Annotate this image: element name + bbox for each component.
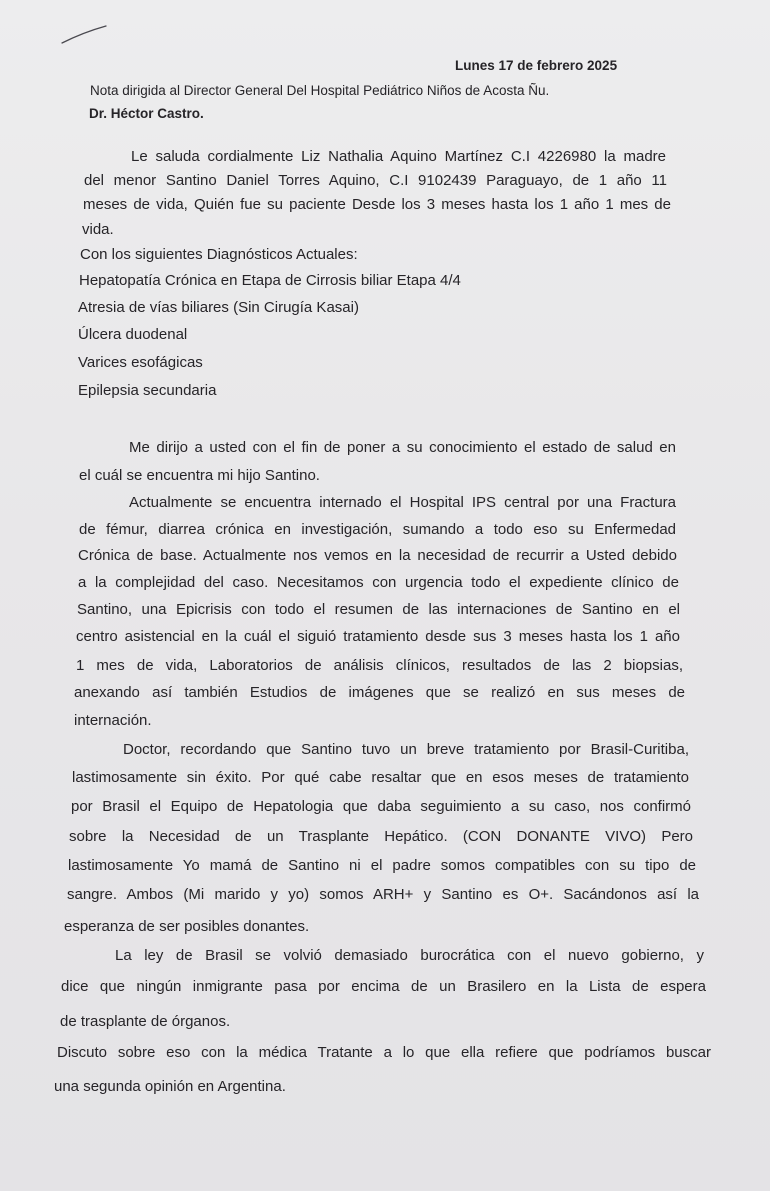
brazil-treatment-line: por Brasil el Equipo de Hepatologia que daba seguimiento a su caso, nos confirmó <box>71 798 691 815</box>
intro-line: del menor Santino Daniel Torres Aquino, C.I 9102439 Paraguayo, de 1 año 11 <box>84 172 667 189</box>
second-opinion-line: Discuto sobre eso con la médica Tratante a lo que ella refiere que podríamos buscar <box>57 1044 711 1061</box>
diagnosis-item: Hepatopatía Crónica en Etapa de Cirrosis biliar Etapa 4/4 <box>79 272 461 289</box>
brazil-treatment-line: sangre. Ambos (Mi marido y yo) somos ARH+ y Santino es O+. Sacándonos así la <box>67 886 699 903</box>
brazil-treatment-line: lastimosamente sin éxito. Por qué cabe resaltar que en esos meses de tratamiento <box>72 769 689 786</box>
intro-line: meses de vida, Quién fue su paciente Desde los 3 meses hasta los 1 año 1 mes de <box>83 196 671 213</box>
brazil-law-line: dice que ningún inmigrante pasa por encima de un Brasilero en la Lista de espera <box>61 978 706 995</box>
purpose-line: el cuál se encuentra mi hijo Santino. <box>79 467 320 484</box>
diagnoses-title: Con los siguientes Diagnósticos Actuales: <box>80 246 358 263</box>
status-line: a la complejidad del caso. Necesitamos con urgencia todo el expediente clínico de <box>78 574 679 591</box>
pen-stroke-mark <box>60 24 110 46</box>
status-line: centro asistencial en la cuál el siguió tratamiento desde sus 3 meses hasta los 1 año <box>76 628 680 645</box>
status-line: internación. <box>74 712 152 729</box>
brazil-treatment-line: lastimosamente Yo mamá de Santino ni el padre somos compatibles con su tipo de <box>68 857 696 874</box>
status-line: Santino, una Epicrisis con todo el resumen de las internaciones de Santino en el <box>77 601 680 618</box>
status-line: de fémur, diarrea crónica en investigación, sumando a todo eso su Enfermedad <box>79 521 676 538</box>
intro-line: vida. <box>82 221 114 238</box>
brazil-treatment-line: esperanza de ser posibles donantes. <box>64 918 310 935</box>
brazil-law-line: de trasplante de órganos. <box>60 1013 231 1030</box>
diagnosis-item: Atresia de vías biliares (Sin Cirugía Kasai) <box>78 299 359 316</box>
diagnosis-item: Varices esofágicas <box>78 354 203 371</box>
diagnosis-item: Úlcera duodenal <box>78 326 188 343</box>
letter-addressee: Dr. Héctor Castro. <box>89 106 204 121</box>
brazil-law-line: La ley de Brasil se volvió demasiado burocrática con el nuevo gobierno, y <box>115 947 704 964</box>
brazil-treatment-line: sobre la Necesidad de un Trasplante Hepático. (CON DONANTE VIVO) Pero <box>69 828 693 845</box>
status-line: Crónica de base. Actualmente nos vemos en la necesidad de recurrir a Usted debido <box>78 547 677 564</box>
status-line: Actualmente se encuentra internado el Hospital IPS central por una Fractura <box>129 494 676 511</box>
letter-date: Lunes 17 de febrero 2025 <box>455 58 618 73</box>
diagnosis-item: Epilepsia secundaria <box>78 382 217 399</box>
purpose-line: Me dirijo a usted con el fin de poner a su conocimiento el estado de salud en <box>129 439 676 456</box>
status-line: 1 mes de vida, Laboratorios de análisis clínicos, resultados de las 2 biopsias, <box>76 657 683 674</box>
second-opinion-line: una segunda opinión en Argentina. <box>54 1078 286 1095</box>
letter-heading: Nota dirigida al Director General Del Hospital Pediátrico Niños de Acosta Ñu. <box>90 83 550 98</box>
intro-line: Le saluda cordialmente Liz Nathalia Aquino Martínez C.I 4226980 la madre <box>131 148 666 165</box>
status-line: anexando así también Estudios de imágenes que se realizó en sus meses de <box>74 684 685 701</box>
brazil-treatment-line: Doctor, recordando que Santino tuvo un breve tratamiento por Brasil-Curitiba, <box>123 741 689 758</box>
